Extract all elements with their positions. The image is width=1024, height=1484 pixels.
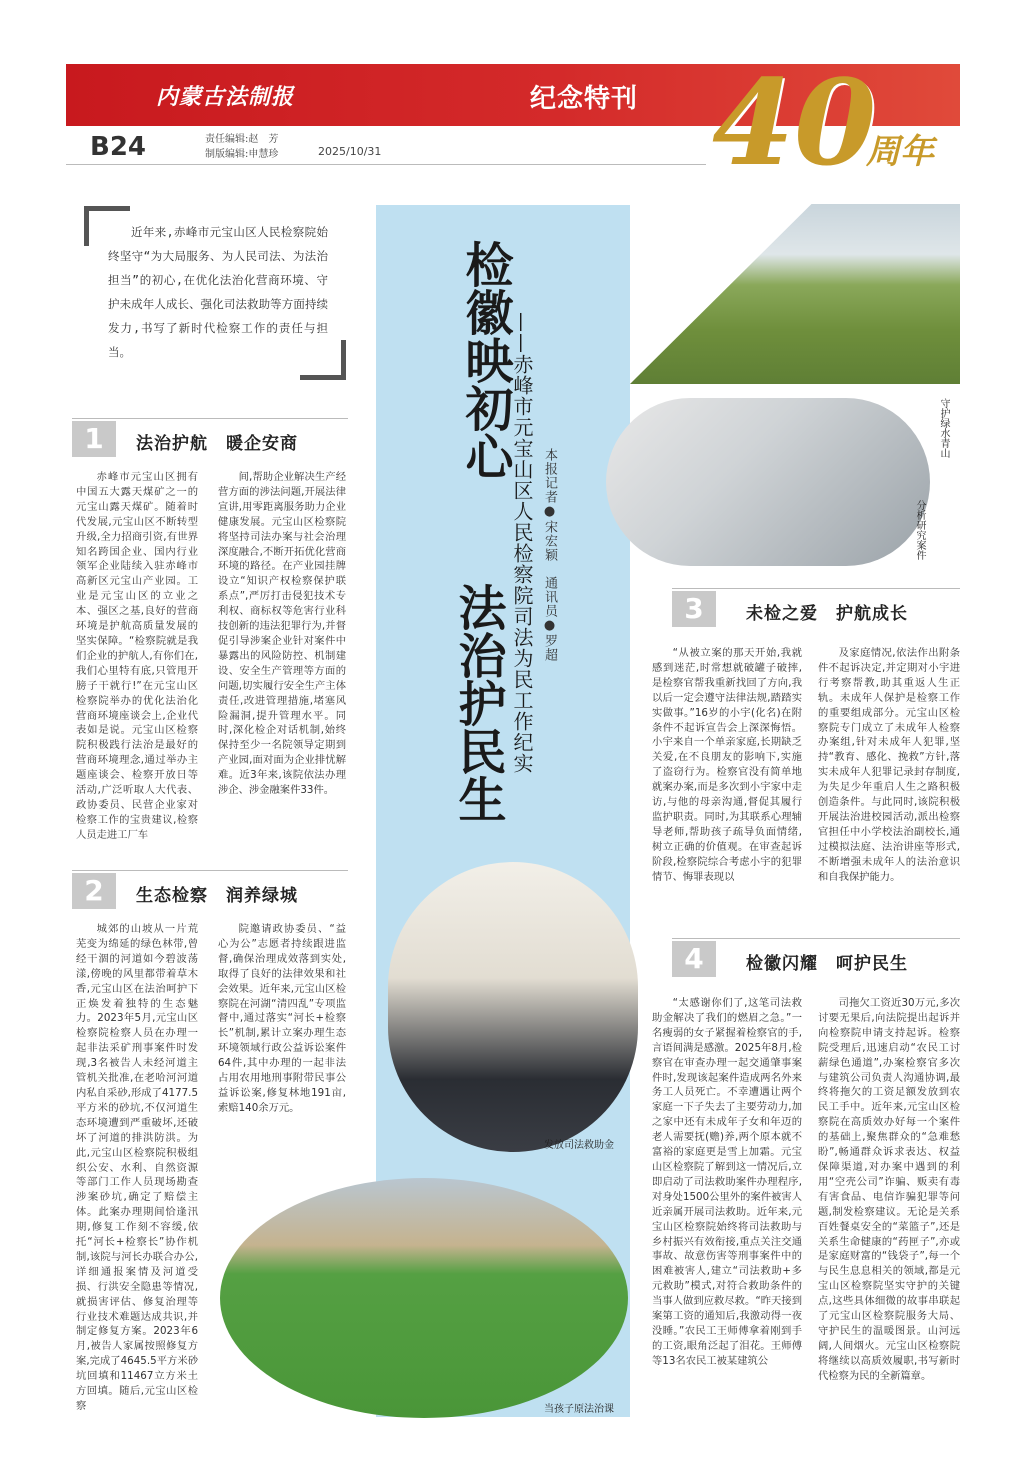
section-1-title: 法治护航 暖企安商 [136,434,298,454]
section-3-title: 未检之爱 护航成长 [746,604,908,624]
header-rule [66,164,706,165]
section-3-col-2: 及家庭情况,依法作出附条件不起诉决定,并定期对小宇进行考察帮教,助其重返人生正轨。未成年人保护是检察工作的重要组成部分。元宝山区检察院专门成立了未成年人检察办案组,针对未成年人犯罪,坚持“教育、感化、挽救”方针,落实未成年人犯罪记录封存制度,为失足少年重启人生之路积极创造条件。与此同时,该院积极开展法治进校园活动,派出检察官担任中小学校法治副校长,通过模拟法庭、法治讲座等形式,不断增强未成年人的法治意识和自我保护能力。 [818,647,960,883]
section-2-title: 生态检察 润养绿城 [136,886,298,906]
section-1-number: 1 [72,421,116,457]
caption-photo1: 守护绿水青山 [938,398,949,458]
special-edition-label: 纪念特刊 [530,84,639,114]
photo-school-circle [220,1178,628,1418]
section-4-col-2: 司拖欠工资近30万元,多次讨要无果后,向法院提出起诉并向检察院申请支持起诉。检察院受理后,迅速启动“农民工讨薪绿色通道”,办案检察官多次与建筑公司负责人沟通协调,最终将拖欠的工资足额发放到农民工手中。近年来,元宝山区检察院在高质效办好每一个案件的基础上,聚焦群众的“急难愁盼”,畅通群众诉求表达、权益保障渠道,对办案中遇到的利用“空壳公司”诈骗、贩卖有毒有害食品、电信诈骗犯罪等问题,制发检察建议。无论是关系百姓餐桌安全的“菜篮子”,还是关系生命健康的“药匣子”,亦或是家庭财富的“钱袋子”,每一个与民生息息相关的领域,都是元宝山区检察院坚实守护的关键点,这些具体细微的故事串联起了元宝山区检察院服务大局、守护民生的温暖图景。山河远阔,人间烟火。元宝山区检察院将继续以高质效履职,书写新时代检察为民的全新篇章。 [818,997,960,1382]
section-3-number: 3 [672,591,716,627]
section-2-number: 2 [72,873,116,909]
photo-riverside-inspection [630,204,960,384]
section-1-col-2: 间,帮助企业解决生产经营方面的涉法问题,开展法律宣讲,用零距离服务助力企业健康发展。元宝山区检察院将坚持司法办案与社会治理深度融合,不断开拓优化营商环境的路径。在产业园挂牌设立“知识产权检察保护联系点”,严厉打击侵犯技术专利权、商标权等危害行业科技创新的违法犯罪行为,并督促引导涉案企业针对案件中暴露出的风险防控、机制建设、安全生产管理等方面的问题,切实履行安全生产主体责任,改进管理措施,堵塞风险漏洞,提升管理水平。同时,深化检企对话机制,始终保持至少一名院领导定期到产业园,面对面为企业排忧解难。近3年来,该院依法办理涉企、涉金融案件33件。 [218,471,346,797]
headline-main-2: 法治护民生 [450,583,506,823]
section-1-col-1: 赤峰市元宝山区拥有中国五大露天煤矿之一的元宝山露天煤矿。随着时代发展,元宝山区不断转型升级,全力招商引资,有世界知名跨国企业、国内行业领军企业陆续入驻赤峰市高新区元宝山产业园。工业是元宝山区的立业之本、强区之基,良好的营商环境是护航高质量发展的坚实保障。“检察院就是我们企业的护航人,有你们在,我们心里特有底,只管甩开膀子干就行!”在元宝山区检察院举办的优化法治化营商环境座谈会上,企业代表如是说。元宝山区检察院积极践行法治是最好的营商环境理念,通过举办主题座谈会、检察开放日等活动,广泛听取人大代表、政协委员、民营企业家对检察工作的宝贵建议,检察人员走进工厂车 [76,471,198,841]
section-2-col-1: 城郊的山坡从一片荒芜变为绵延的绿色林带,曾经干涸的河道如今碧波荡漾,傍晚的风里都带着草木香,元宝山区在法治呵护下正焕发着独特的生态魅力。2023年5月,元宝山区检察院检察人员在办理一起非法采矿刑事案件时发现,3名被告人未经河道主管机关批准,在老哈河河道内私自采砂,形成了4177.5平方米的砂坑,不仅河道生态环境遭到严重破坏,还破坏了河道的排洪防洪。为此,元宝山区检察院积极组织公安、水利、自然资源等部门工作人员现场勘查涉案砂坑,确定了赔偿主体。此案办理期间恰逢汛期,修复工作刻不容缓,依托“河长+检察长”协作机制,该院与河长办联合办公,详细通报案情及河道受损、行洪安全隐患等情况,就损害评估、修复治理等行业技术难题达成共识,并制定修复方案。2023年6月,被告人家属按照修复方案,完成了4645.5平方米砂坑回填和11467立方米土方回填。随后,元宝山区检察 [76,923,198,1412]
section-4-number: 4 [672,941,716,977]
section-2-header [72,870,348,910]
section-3-header [672,588,960,628]
headline-main-1: 检徽映初心 [457,240,513,480]
section-3-col-1: “从被立案的那天开始,我就感到迷茫,时常想就破罐子破摔,是检察官帮我重新找回了方向,我以后一定会遵守法律法规,踏踏实实做事。”16岁的小宇(化名)在附条件不起诉宣告会上深深悔悟。小宇来自一个单亲家庭,长期缺乏关爱,在不良朋友的影响下,实施了盗窃行为。检察官没有简单地就案办案,而是多次到小宇家中走访,与他的母亲沟通,督促其履行监护职责。同时,为其联系心理辅导老师,帮助孩子疏导负面情绪,树立正确的价值观。在审查起诉阶段,检察院综合考虑小宇的犯罪情节、悔罪表现以 [652,647,802,883]
headline-subtitle: ——赤峰市元宝山区人民检察院司法为民工作纪实 [510,312,534,774]
photo-relief-funds [388,862,638,1152]
editor-credits [205,132,278,162]
section-4-title: 检徽闪耀 呵护民生 [746,954,908,974]
byline: 本报记者●宋宏颖 通讯员●罗超 [542,448,557,662]
editor-line: 责任编辑:赵 芳 [205,134,279,145]
caption-photo4: 当孩子原法治课 [544,1404,614,1415]
caption-photo2: 分析研究案件 [914,500,925,560]
anniversary-word: 周年 [866,132,934,172]
photo-case-analysis [606,398,930,566]
section-4-col-1: “太感谢你们了,这笔司法救助金解决了我们的燃眉之急。”一名瘦弱的女子紧握着检察官的手,言语间满是感激。2025年8月,检察官在审查办理一起交通肇事案件时,发现该起案件造成两名外来务工人员死亡。不幸遭遇让两个家庭一下子失去了主要劳动力,加之家中还有未成年子女和年迈的老人需要抚(赡)养,两个原本就不富裕的家庭更是雪上加霜。元宝山区检察院了解到这一情况后,立即启动了司法救助案件办理程序,对身处1500公里外的案件被害人近亲属开展司法救助。近年来,元宝山区检察院始终将司法救助与乡村振兴有效衔接,重点关注交通事故、故意伤害等刑事案件中的困难被害人,建立“司法救助+多元救助”模式,对符合救助条件的当事人做到应救尽救。“昨天接到案第工资的通知后,我激动得一夜没睡。”农民工王师傅拿着刚到手的工资,眼角泛起了泪花。王师傅等13名农民工被某建筑公 [652,997,802,1367]
section-4-header [672,938,960,978]
section-1-header [72,418,348,458]
production-line: 制版编辑:申慧珍 [205,149,279,160]
anniversary-number: 40 [712,53,877,192]
page-number: B24 [90,132,146,162]
intro-paragraph: 近年来,赤峰市元宝山区人民检察院始终坚守“为大局服务、为人民司法、为法治担当”的初心,在优化法治化营商环境、守护未成年人成长、强化司法救助等方面持续发力,书写了新时代检察工作的责任与担当。 [108,225,328,359]
newspaper-logo: 内蒙古法制报 [156,84,295,110]
issue-date: 2025/10/31 [318,145,382,158]
caption-photo3: 发放司法救助金 [544,1140,614,1151]
section-2-col-2: 院邀请政协委员、“益心为公”志愿者持续跟进监督,确保治理成效落到实处,取得了良好的法律效果和社会效果。近年来,元宝山区检察院在河湖“清四乱”专项监督中,通过落实“河长+检察长”机制,累计立案办理生态环境领域行政公益诉讼案件64件,其中办理的一起非法占用农用地刑事附带民事公益诉讼案,修复林地191亩,索赔140余万元。 [218,923,346,1114]
